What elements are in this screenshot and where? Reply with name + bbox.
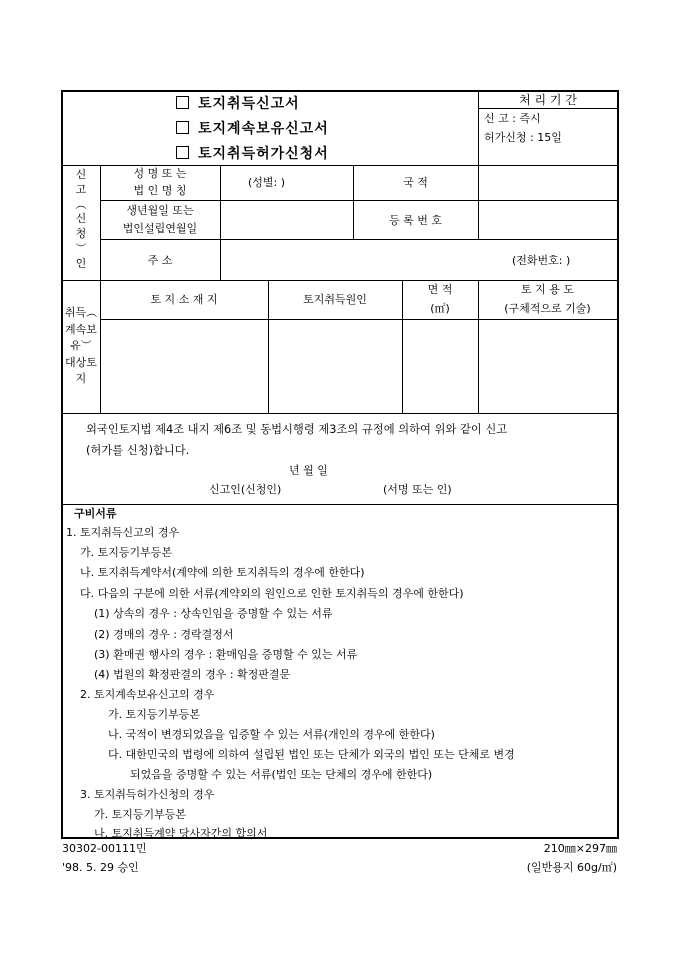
docs-line: 다. 다음의 구분에 의한 서류(계약외의 원인으로 인한 토지취득의 경우에 한한다) [80,587,464,600]
signer-label: 신고인(신청인) [209,483,282,496]
form-code: 30302-00111민 [62,842,147,855]
docs-line: 나. 토지취득계약 당사자간의 합의서 [94,827,268,840]
docs-line: 3. 토지취득허가신청의 경우 [80,788,215,801]
gender-field[interactable]: (성별: ) [248,176,286,189]
applicant-side-label: 신 고 ︵ 신 청 ︶ 인 [75,168,87,270]
docs-line: 1. 토지취득신고의 경우 [66,526,180,539]
paper-type: (일반용지 60g/㎡) [526,861,617,874]
docs-heading: 구비서류 [74,507,117,520]
signature-field[interactable]: (서명 또는 인) [383,483,452,496]
area-header-1: 면 적 [427,283,453,296]
processing-report: 신 고 : 즉시 [484,112,541,125]
declaration-line-1: 외국인토지법 제4조 내지 제6조 및 동법시행령 제3조의 규정에 의하여 위와 같이 신고 [86,423,508,436]
docs-line: 나. 토지취득계약서(계약에 의한 토지취득의 경우에 한한다) [80,566,365,579]
area-header-2: (㎡) [430,302,450,315]
phone-field[interactable]: (전화번호: ) [512,254,571,267]
address-input[interactable] [222,241,512,279]
paper-size: 210㎜×297㎜ [543,842,617,855]
regno-label: 등 록 번 호 [389,214,442,227]
title-land-acquisition-report: 토지취득신고서 [176,96,300,111]
land-location-input[interactable] [102,321,267,412]
docs-line: 되었음을 증명할 수 있는 서류(법인 또는 단체의 경우에 한한다) [130,768,433,781]
docs-line: 가. 토지등기부등본 [94,808,187,821]
checkbox-land-acquisition-permit[interactable] [176,146,189,159]
checkbox-land-acquisition-report[interactable] [176,96,189,109]
processing-period-header: 처 리 기 간 [519,93,577,107]
regno-input[interactable] [480,202,616,238]
processing-permit: 허가신청 : 15일 [484,131,562,144]
birth-input[interactable] [222,202,352,238]
land-use-input[interactable] [480,321,616,412]
land-use-header-2: (구체적으로 기술) [504,302,591,315]
docs-line: (2) 경매의 경우 : 경락결정서 [94,628,234,641]
address-label: 주 소 [147,254,173,267]
acquisition-cause-header: 토지취득원인 [303,293,367,306]
acquisition-cause-input[interactable] [270,321,401,412]
docs-line: (1) 상속의 경우 : 상속인임을 증명할 수 있는 서류 [94,607,333,620]
docs-line: 가. 토지등기부등본 [108,708,201,721]
title-land-retention-report: 토지계속보유신고서 [176,121,329,136]
declaration-line-2: (허가를 신청)합니다. [86,444,190,457]
nationality-input[interactable] [480,167,616,199]
nationality-label: 국 적 [403,176,428,189]
right-border [617,90,619,838]
name-label-1: 성 명 또 는 [133,167,187,180]
birth-label-2: 법인설립연월일 [122,222,198,235]
docs-line: (4) 법원의 확정판결의 경우 : 확정판결문 [94,668,291,681]
docs-line: 가. 토지등기부등본 [80,546,173,559]
docs-line: (3) 환매권 행사의 경우 : 환매임을 증명할 수 있는 서류 [94,648,358,661]
land-location-header: 토 지 소 재 지 [150,293,218,306]
declaration-date[interactable]: 년 월 일 [289,464,328,477]
docs-line: 나. 국적이 변경되었음을 입증할 수 있는 서류(개인의 경우에 한한다) [108,728,435,741]
approval-date: '98. 5. 29 승인 [62,861,139,874]
docs-line: 다. 대한민국의 법령에 의하여 설립된 법인 또는 단체가 외국의 법인 또는 단체로 변경 [108,748,515,761]
land-use-header-1: 토 지 용 도 [521,283,574,296]
birth-label-1: 생년월일 또는 [126,204,194,217]
docs-line: 2. 토지계속보유신고의 경우 [80,688,215,701]
land-side-label: 취득︵ 계속보 유︶ 대상토 지 [64,306,98,385]
title-land-acquisition-permit: 토지취득허가신청서 [176,146,329,161]
top-border [62,90,618,92]
checkbox-land-retention-report[interactable] [176,121,189,134]
name-label-2: 법 인 명 칭 [133,184,187,197]
area-input[interactable] [404,321,477,412]
